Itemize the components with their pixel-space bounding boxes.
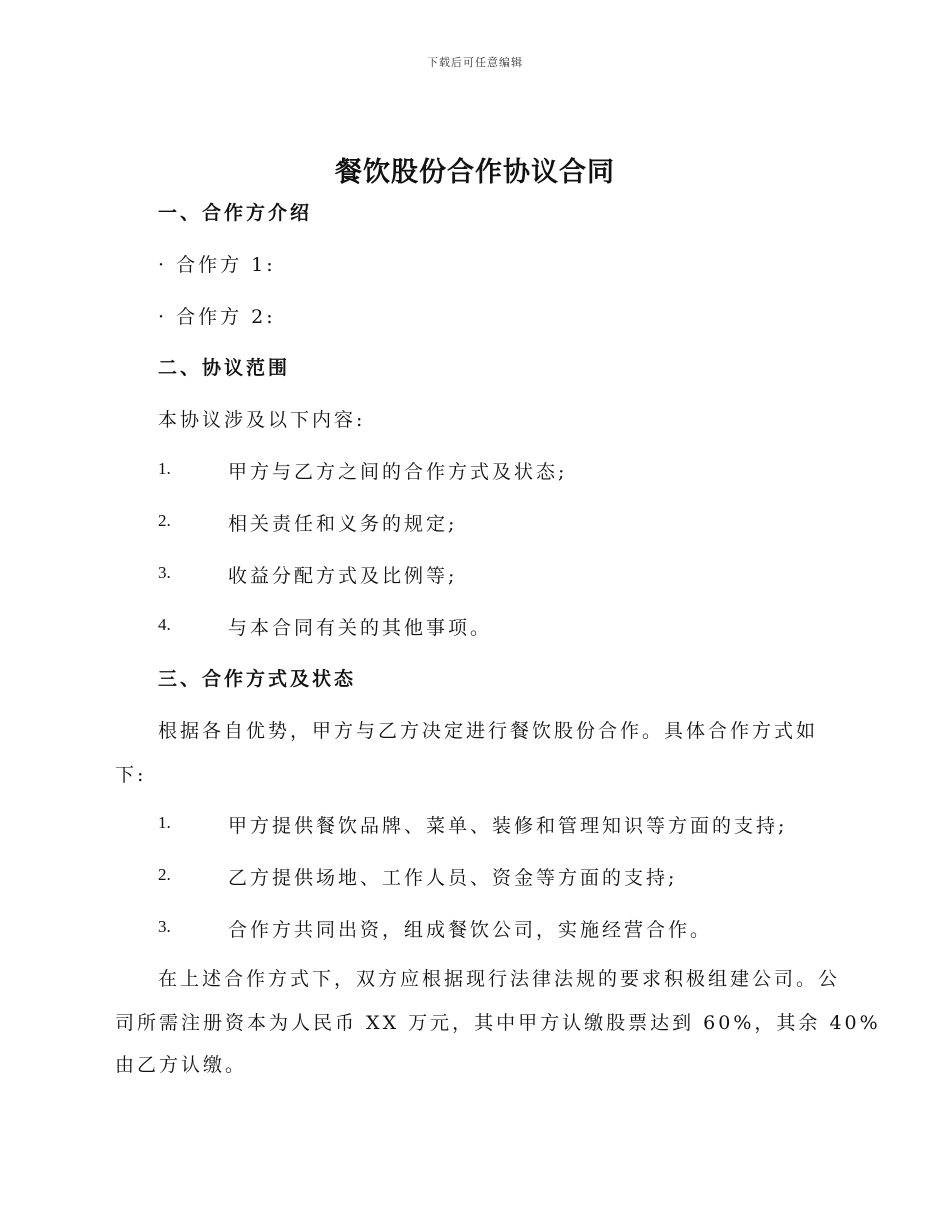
section2-intro: 本协议涉及以下内容:	[158, 409, 366, 431]
cooperation-item-number: 1.	[158, 813, 171, 832]
scope-item-text: 甲方与乙方之间的合作方式及状态;	[228, 461, 568, 483]
scope-item-text: 收益分配方式及比例等;	[228, 565, 458, 587]
section3-intro-line: 下:	[115, 764, 147, 786]
scope-item-text: 相关责任和义务的规定;	[228, 513, 458, 535]
document-title: 餐饮股份合作协议合同	[335, 157, 615, 188]
scope-item-number: 4.	[158, 615, 171, 634]
section3-intro-line: 根据各自优势，甲方与乙方决定进行餐饮股份合作。具体合作方式如	[158, 720, 819, 742]
capital-paragraph-line: 在上述合作方式下，双方应根据现行法律法规的要求积极组建公司。公	[158, 968, 841, 990]
capital-paragraph-line: 由乙方认缴。	[115, 1054, 248, 1076]
header-note: 下载后可任意编辑	[427, 56, 523, 69]
cooperation-item-number: 2.	[158, 865, 171, 884]
scope-item-number: 3.	[158, 563, 171, 582]
scope-item-number: 2.	[158, 511, 171, 530]
section-heading-1: 一、合作方介绍	[158, 202, 313, 224]
section-heading-3: 三、合作方式及状态	[158, 668, 357, 690]
party-1-line: · 合作方 1:	[158, 254, 276, 276]
section-heading-2: 二、协议范围	[158, 357, 291, 379]
cooperation-item-text: 乙方提供场地、工作人员、资金等方面的支持;	[228, 867, 678, 889]
cooperation-item-text: 甲方提供餐饮品牌、菜单、装修和管理知识等方面的支持;	[228, 815, 788, 837]
cooperation-item-text: 合作方共同出资，组成餐饮公司，实施经营合作。	[228, 919, 713, 941]
scope-item-text: 与本合同有关的其他事项。	[228, 617, 493, 639]
party-2-line: · 合作方 2:	[158, 306, 276, 328]
scope-item-number: 1.	[158, 459, 171, 478]
capital-paragraph-line: 司所需注册资本为人民币 XX 万元，其中甲方认缴股票达到 60%，其余 40%	[115, 1012, 881, 1034]
cooperation-item-number: 3.	[158, 917, 171, 936]
